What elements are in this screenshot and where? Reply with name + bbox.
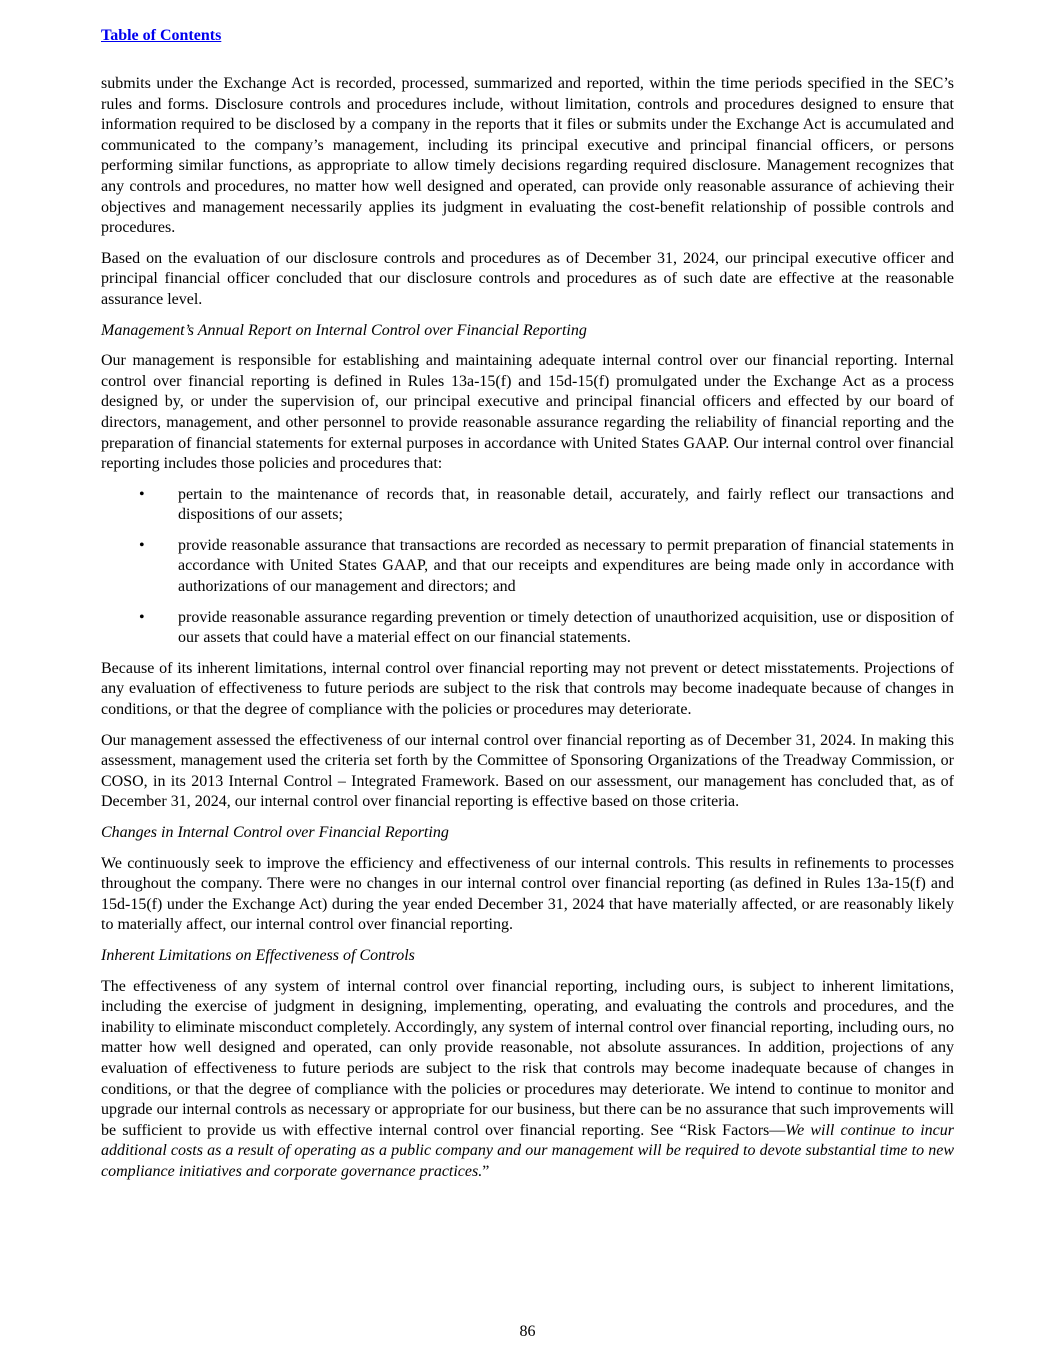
list-item-text: pertain to the maintenance of records that, in reasonable detail, accurately, and fairly reflect our transactions and dispositions of our assets; [178,485,954,524]
list-item-text: provide reasonable assurance regarding prevention or timely detection of unauthorized acquisition, use or disposition of our assets that could have a material effect on our financial statements. [178,608,954,647]
bullet-icon: • [139,536,145,554]
list-item-text: provide reasonable assurance that transactions are recorded as necessary to permit preparation of financial statements in accordance with United States GAAP, and that our receipts and expenditures are being made only in accordance with authorizations of our management and directors; and [178,536,954,596]
bullet-icon: • [139,485,145,503]
paragraph-limitations-detail [101,977,954,1183]
paragraph-disclosure-controls: submits under the Exchange Act is recorded, processed, summarized and reported, within the time periods specified in the SEC’s rules and forms. Disclosure controls and procedures include, without limitation, controls and procedures designed to ensure that information required to be disclosed by a company in the reports that it files or submits under the Exchange Act is accumulated and communicated to the company’s management, including its principal executive and principal financial officers, or persons performing similar functions, as appropriate to allow timely decisions regarding required disclosure. Management recognizes that any controls and procedures, no matter how well designed and operated, can provide only reasonable assurance of achieving their objectives and management necessarily applies its judgment in evaluating the cost-benefit relationship of possible controls and procedures. [101,75,954,237]
document-body [101,74,954,1193]
paragraph-changes-in-control: We continuously seek to improve the efficiency and effectiveness of our internal controls. This results in refinements to processes throughout the company. There were no changes in our internal control over financial reporting (as defined in Rules 13a-15(f) and 15d-15(f) under the Exchange Act) during the year ended December 31, 2024 that have materially affected, or are reasonably likely to materially affect, our internal control over financial reporting. [101,854,954,934]
risk-factor-title: We will continue to incur additional costs as a result of operating as a public company and our management will be required to devote substantial time to new compliance initiatives and corporate governance practices. [101,1121,954,1180]
section-heading-inherent-limitations: Inherent Limitations on Effectiveness of Controls [101,946,415,964]
paragraph-effectiveness-assessment: Our management assessed the effectiveness of our internal control over financial reporting as of December 31, 2024. In making this assessment, management used the criteria set forth by the Committee of Sponsoring Organizations of the Treadway Commission, or COSO, in its 2013 Internal Control – Integrated Framework. Based on our assessment, our management has concluded that, as of December 31, 2024, our internal control over financial reporting is effective based on those criteria. [101,731,954,811]
page-number: 86 [519,1323,536,1340]
policies-bullet-list [101,485,954,649]
paragraph-evaluation-conclusion: Based on the evaluation of our disclosure controls and procedures as of December 31, 2024, our principal executive officer and principal financial officer concluded that our disclosure controls and procedures as of such date are effective at the reasonable assurance level. [101,249,954,308]
list-item [101,608,954,649]
table-of-contents-link[interactable]: Table of Contents [101,27,222,44]
list-item [101,536,954,598]
paragraph-limitations-text: The effectiveness of any system of internal control over financial reporting, including ours, is subject to inherent limitations, including the exercise of judgment in designing, implementing, operating, and evaluating the controls and procedures, and the inability to eliminate misconduct completely. Accordingly, any system of internal control over financial reporting, including ours, no matter how well designed and operated, can only provide reasonable, not absolute assurances. In addition, projections of any evaluation of effectiveness to future periods are subject to the risk that controls may become inadequate because of changes in conditions, or that the degree of compliance with the policies or procedures may deteriorate. We intend to continue to monitor and upgrade our internal controls as necessary or appropriate for our business, but there can be no assurance that such improvements will be sufficient to provide us with effective internal control over financial reporting. See “Risk Factors— [101,977,954,1139]
list-item [101,485,954,526]
closing-quote: ” [482,1162,490,1180]
section-heading-changes: Changes in Internal Control over Financial Reporting [101,824,449,841]
paragraph-management-responsibility: Our management is responsible for establishing and maintaining adequate internal control over our financial reporting. Internal control over financial reporting is defined in Rules 13a-15(f) and 15d-15(f) promulgated under the Exchange Act as a process designed by, or under the supervision of, our principal executive and principal financial officers and effected by our board of directors, management, and other personnel to provide reasonable assurance regarding the reliability of financial reporting and the preparation of financial statements for external purposes in accordance with United States GAAP. Our internal control over financial reporting includes those policies and procedures that: [101,352,954,473]
paragraph-inherent-limitations-intro: Because of its inherent limitations, internal control over financial reporting may not prevent or detect misstatements. Projections of any evaluation of effectiveness to future periods are subject to the risk that controls may become inadequate because of changes in conditions, or that the degree of compliance with the policies or procedures may deteriorate. [101,659,954,719]
section-heading-management-report: Management’s Annual Report on Internal Control over Financial Reporting [101,321,587,339]
bullet-icon: • [139,608,145,626]
